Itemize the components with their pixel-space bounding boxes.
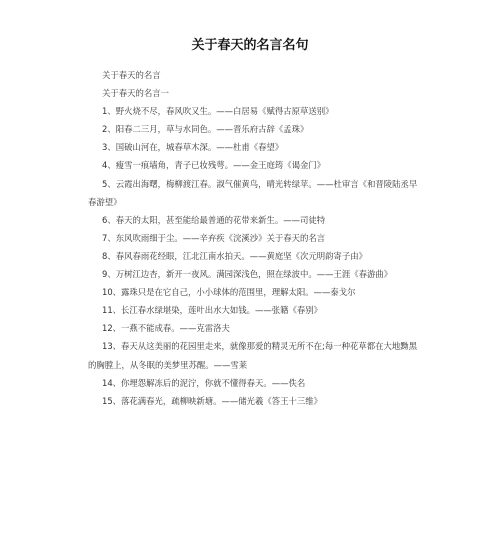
document-title: 关于春天的名言名句 (191, 38, 309, 53)
quote-line: 10、露珠只是在它自己，小小球体的范围里，理解太阳。——泰戈尔 (102, 287, 356, 298)
quote-line: 7、东风吹雨细于尘。——辛弃疾《浣溪沙》关于春天的名言 (102, 232, 326, 243)
quote-line: 11、长江春水绿堪染，莲叶出水大如钱。——张籍《春别》 (102, 305, 323, 316)
quote-line: 8、春风春雨花经眼，江北江南水拍天。——黄庭坚《次元明韵寄子由》 (102, 250, 367, 261)
quote-line: 3、国破山河在，城春草木深。——杜甫《春望》 (102, 142, 284, 153)
quote-line: 4、瘦雪一痕墙角，青子已妆残萼。——金王庭筠《谒金门》 (102, 160, 326, 171)
quote-line: 1、野火烧不尽，春风吹又生。——白居易《赋得古原草送别》 (102, 106, 334, 117)
quote-line: 6、春天的太阳，甚至能给最普通的花带来新生。——司徒特 (102, 214, 326, 225)
section-heading: 关于春天的名言 (102, 70, 161, 80)
quote-line: 14、你埋怨解冻后的泥泞，你就不懂得春天。——佚名 (102, 377, 306, 388)
quote-line: 9、万树江边杏，新开一夜风。满园深浅色，照在绿波中。——王涯《春游曲》 (102, 269, 393, 280)
section-subheading: 关于春天的名言一 (102, 88, 169, 99)
quote-line: 5、云霞出海曙，梅柳渡江春。淑气催黄鸟，晴光转绿苹。——杜审言《和晋陵陆丞早春游望》 (88, 178, 418, 207)
quote-line: 13、春天从这美丽的花园里走来，就像那爱的精灵无所不在;每一种花草都在大地黝黑的胸膛上，从冬眠的美梦里苏醒。——雪莱 (88, 341, 417, 370)
quote-line: 15、落花满春光，疏柳映新塘。——储光羲《答王十三维》 (102, 395, 323, 406)
quote-line: 12、一燕不能成春。——克雷洛夫 (102, 323, 230, 334)
quote-line: 2、阳春二三月，草与水同色。——晋乐府古辞《孟珠》 (102, 124, 309, 135)
document-body (88, 66, 423, 410)
